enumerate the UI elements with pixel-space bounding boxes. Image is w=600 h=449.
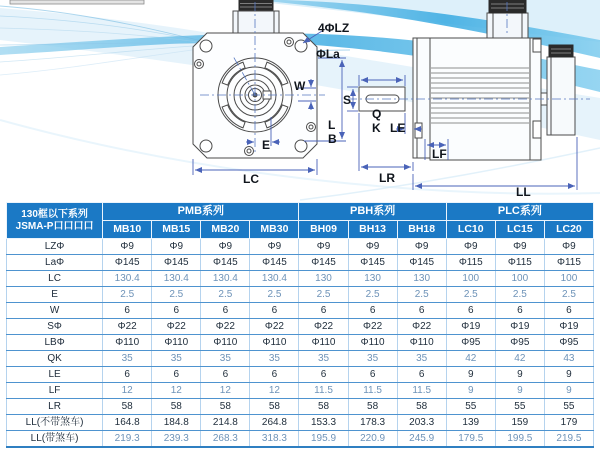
cell: 6 — [348, 367, 397, 383]
table-row-12 — [7, 431, 594, 448]
cell: 6 — [397, 367, 446, 383]
cell: 35 — [152, 351, 201, 367]
cell: Φ110 — [201, 335, 250, 351]
cell: Φ9 — [250, 239, 299, 255]
cell: 130 — [348, 271, 397, 287]
cell: 55 — [544, 399, 593, 415]
table-row-10 — [7, 399, 594, 415]
dim-label-la: ΦLa — [316, 47, 340, 61]
cell: 139 — [446, 415, 495, 431]
cell: 11.5 — [348, 383, 397, 399]
dim-label-ll: LL — [516, 185, 531, 199]
cell: 6 — [348, 303, 397, 319]
dim-label-lf: LF — [432, 147, 447, 161]
cell: 6 — [495, 303, 544, 319]
cell: Φ9 — [397, 239, 446, 255]
cell: 6 — [201, 303, 250, 319]
model-header-9: LC20 — [544, 221, 593, 239]
table-body — [7, 239, 594, 448]
cell: 58 — [250, 399, 299, 415]
row-label: SΦ — [7, 319, 103, 335]
dimension-table — [6, 202, 594, 448]
cell: 6 — [152, 367, 201, 383]
cell: 219.3 — [103, 431, 152, 448]
cell: 6 — [299, 367, 348, 383]
cell: 2.5 — [152, 287, 201, 303]
dim-label-q: Q — [372, 107, 382, 121]
table-head — [7, 203, 594, 239]
cell: 130.4 — [201, 271, 250, 287]
row-label: LC — [7, 271, 103, 287]
dim-label-k: K — [372, 121, 381, 135]
table-row-8 — [7, 367, 594, 383]
cell: Φ115 — [446, 255, 495, 271]
table-row-4 — [7, 303, 594, 319]
row-label: E — [7, 287, 103, 303]
cell: 6 — [103, 367, 152, 383]
corner-line1: 130框以下系列 — [21, 208, 88, 220]
row-label: LBΦ — [7, 335, 103, 351]
cell: Φ115 — [495, 255, 544, 271]
cell: 42 — [446, 351, 495, 367]
cell: Φ9 — [299, 239, 348, 255]
cell: 6 — [397, 303, 446, 319]
corner-line2: JSMA-P口口口口 — [15, 220, 94, 232]
cell: 58 — [299, 399, 348, 415]
cell: 2.5 — [446, 287, 495, 303]
row-label: QK — [7, 351, 103, 367]
cell: 268.3 — [201, 431, 250, 448]
row-label: W — [7, 303, 103, 319]
cell: 2.5 — [397, 287, 446, 303]
cell: Φ19 — [544, 319, 593, 335]
cell: 12 — [103, 383, 152, 399]
dim-label-lr: LR — [379, 171, 395, 185]
model-header-8: LC15 — [495, 221, 544, 239]
cell: 9 — [495, 367, 544, 383]
cell: Φ9 — [544, 239, 593, 255]
cell: 9 — [446, 367, 495, 383]
row-label: LE — [7, 367, 103, 383]
cell: Φ145 — [299, 255, 348, 271]
dim-label-w: W — [294, 79, 306, 93]
cell: 179 — [544, 415, 593, 431]
dim-label-lc: LC — [243, 172, 259, 186]
cell: Φ110 — [397, 335, 446, 351]
table-corner-cell — [7, 203, 103, 239]
cell: 58 — [103, 399, 152, 415]
cell: Φ110 — [103, 335, 152, 351]
cell: 2.5 — [348, 287, 397, 303]
cell: 2.5 — [250, 287, 299, 303]
dim-label-b: B — [328, 132, 337, 146]
cell: Φ145 — [152, 255, 201, 271]
table-row-5 — [7, 319, 594, 335]
cell: Φ9 — [103, 239, 152, 255]
cell: 214.8 — [201, 415, 250, 431]
cell: 219.5 — [544, 431, 593, 448]
cell: Φ9 — [348, 239, 397, 255]
cell: Φ145 — [250, 255, 299, 271]
diagram-canvas — [0, 0, 600, 203]
series-header-0: PMB系列 — [103, 203, 299, 221]
cell: Φ22 — [348, 319, 397, 335]
cell: Φ115 — [544, 255, 593, 271]
model-header-4: BH09 — [299, 221, 348, 239]
cell: 35 — [103, 351, 152, 367]
cell: 12 — [152, 383, 201, 399]
model-header-5: BH13 — [348, 221, 397, 239]
model-header-6: BH18 — [397, 221, 446, 239]
cell: 159 — [495, 415, 544, 431]
cell: 245.9 — [397, 431, 446, 448]
row-label: LZΦ — [7, 239, 103, 255]
cell: 58 — [397, 399, 446, 415]
dim-label-l: L — [328, 118, 336, 132]
cell: Φ22 — [250, 319, 299, 335]
cell: 179.5 — [446, 431, 495, 448]
cell: Φ19 — [446, 319, 495, 335]
cell: 130 — [397, 271, 446, 287]
cell: 203.3 — [397, 415, 446, 431]
cell: 100 — [446, 271, 495, 287]
row-label: LR — [7, 399, 103, 415]
model-header-3: MB30 — [250, 221, 299, 239]
cell: 2.5 — [544, 287, 593, 303]
cell: 6 — [250, 303, 299, 319]
cell: 2.5 — [495, 287, 544, 303]
cell: Φ9 — [201, 239, 250, 255]
cell: Φ110 — [152, 335, 201, 351]
cell: 12 — [201, 383, 250, 399]
cell: Φ145 — [348, 255, 397, 271]
cell: 6 — [544, 303, 593, 319]
dim-label-e: E — [262, 138, 271, 152]
cell: Φ145 — [397, 255, 446, 271]
cell: 58 — [201, 399, 250, 415]
cell: 42 — [495, 351, 544, 367]
cell: 6 — [299, 303, 348, 319]
cell: Φ22 — [103, 319, 152, 335]
cell: 130.4 — [103, 271, 152, 287]
cell: 12 — [250, 383, 299, 399]
cell: 58 — [152, 399, 201, 415]
cell: 100 — [544, 271, 593, 287]
cell: 11.5 — [299, 383, 348, 399]
cell: Φ95 — [544, 335, 593, 351]
cell: 220.9 — [348, 431, 397, 448]
cell: Φ9 — [446, 239, 495, 255]
cell: 130 — [299, 271, 348, 287]
cell: 195.9 — [299, 431, 348, 448]
cell: 199.5 — [495, 431, 544, 448]
cell: 130.4 — [250, 271, 299, 287]
table-row-9 — [7, 383, 594, 399]
cell: 11.5 — [397, 383, 446, 399]
cell: Φ145 — [103, 255, 152, 271]
cell: 164.8 — [103, 415, 152, 431]
cell: 2.5 — [299, 287, 348, 303]
model-header-7: LC10 — [446, 221, 495, 239]
cell: Φ22 — [152, 319, 201, 335]
cell: Φ110 — [348, 335, 397, 351]
cell: 153.3 — [299, 415, 348, 431]
row-label: LL(不带煞车) — [7, 415, 103, 431]
cell: Φ9 — [152, 239, 201, 255]
cell: 9 — [544, 383, 593, 399]
cell: 6 — [446, 303, 495, 319]
cell: 2.5 — [103, 287, 152, 303]
cell: 35 — [201, 351, 250, 367]
table-row-6 — [7, 335, 594, 351]
cell: Φ22 — [397, 319, 446, 335]
cell: 6 — [201, 367, 250, 383]
table-row-1 — [7, 255, 594, 271]
dimension-diagram — [0, 0, 600, 203]
cell: 55 — [495, 399, 544, 415]
cell: 9 — [446, 383, 495, 399]
cell: 9 — [495, 383, 544, 399]
cell: 35 — [397, 351, 446, 367]
cell: Φ95 — [495, 335, 544, 351]
cell: 55 — [446, 399, 495, 415]
model-header-0: MB10 — [103, 221, 152, 239]
cell: 130.4 — [152, 271, 201, 287]
model-header-2: MB20 — [201, 221, 250, 239]
cell: 264.8 — [250, 415, 299, 431]
table-row-0 — [7, 239, 594, 255]
dim-label-4lz: 4ΦLZ — [318, 21, 350, 35]
series-header-1: PBH系列 — [299, 203, 446, 221]
cell: 239.3 — [152, 431, 201, 448]
series-header-row — [7, 203, 594, 221]
row-label: LaΦ — [7, 255, 103, 271]
table-row-7 — [7, 351, 594, 367]
cell: 9 — [544, 367, 593, 383]
cell: 184.8 — [152, 415, 201, 431]
cell: Φ145 — [201, 255, 250, 271]
row-label: LL(带煞车) — [7, 431, 103, 448]
cell: 178.3 — [348, 415, 397, 431]
cell: 100 — [495, 271, 544, 287]
cell: 2.5 — [201, 287, 250, 303]
cell: 58 — [348, 399, 397, 415]
dim-label-le: LE — [390, 121, 406, 135]
model-header-1: MB15 — [152, 221, 201, 239]
cell: Φ110 — [250, 335, 299, 351]
cell: Φ22 — [201, 319, 250, 335]
cell: 318.3 — [250, 431, 299, 448]
cell: 43 — [544, 351, 593, 367]
series-header-2: PLC系列 — [446, 203, 593, 221]
row-label: LF — [7, 383, 103, 399]
cell: Φ110 — [299, 335, 348, 351]
cell: 6 — [103, 303, 152, 319]
dimension-table-wrap — [6, 202, 594, 448]
table-row-11 — [7, 415, 594, 431]
cell: Φ22 — [299, 319, 348, 335]
dim-label-s: S — [343, 93, 352, 107]
cell: Φ19 — [495, 319, 544, 335]
cell: 35 — [348, 351, 397, 367]
cell: 35 — [250, 351, 299, 367]
cell: 6 — [152, 303, 201, 319]
cell: Φ9 — [495, 239, 544, 255]
cell: Φ95 — [446, 335, 495, 351]
cell: 6 — [250, 367, 299, 383]
table-row-3 — [7, 287, 594, 303]
table-row-2 — [7, 271, 594, 287]
cell: 35 — [299, 351, 348, 367]
